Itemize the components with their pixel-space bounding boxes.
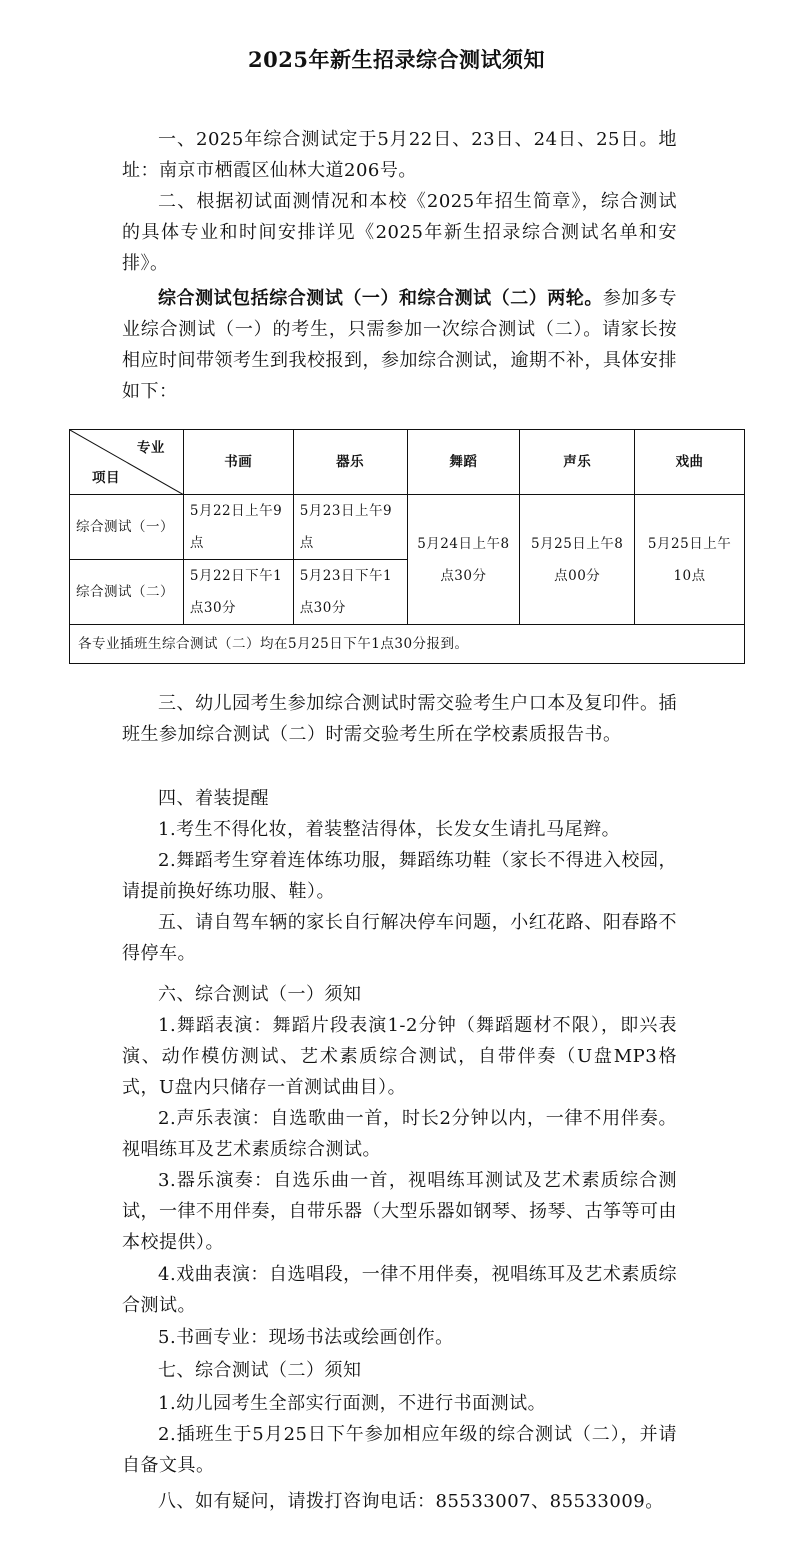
header-xiqu: 戏曲 (635, 430, 745, 495)
corner-label-major: 专业 (136, 440, 165, 456)
paragraph-calligraphy: 5.书画专业：现场书法或绘画创作。 (158, 1327, 454, 1348)
row-label-test-1: 综合测试（一） (70, 495, 184, 560)
header-wudao: 舞蹈 (407, 430, 520, 495)
header-shengyue: 声乐 (520, 430, 635, 495)
paragraph-documents: 三、幼儿园考生参加综合测试时需交验考生户口本及复印件。插班生参加综合测试（二）时需交验考生所在学校素质报告书。 (122, 693, 677, 745)
header-shuhua: 书画 (183, 430, 293, 495)
paragraph-test-rounds (122, 283, 677, 407)
paragraph-dress-2: 2.舞蹈考生穿着连体练功服，舞蹈练功鞋（家长不得进入校园，请提前换好练功服、鞋）。 (122, 850, 677, 902)
corner-label-item: 项目 (92, 470, 120, 486)
paragraph-test-rounds-rest: 参加多专业综合测试（一）的考生，只需参加一次综合测试（二）。请家长按相应时间带领考生到我校报到，参加综合测试，逾期不补，具体安排如下： (122, 288, 678, 402)
table-corner-header (70, 430, 184, 495)
paragraph-parking: 五、请自驾车辆的家长自行解决停车问题，小红花路、阳春路不得停车。 (122, 912, 677, 964)
paragraph-opera: 4.戏曲表演：自选唱段，一律不用伴奏，视唱练耳及艺术素质综合测试。 (122, 1264, 677, 1316)
paragraph-contact: 八、如有疑问，请拨打咨询电话：85533007、85533009。 (158, 1491, 664, 1512)
cell-shengyue: 5月25日上午8点00分 (520, 495, 635, 625)
header-qiyue: 器乐 (293, 430, 407, 495)
section-heading-test-1: 六、综合测试（一）须知 (158, 984, 362, 1005)
corner-diagonal (70, 430, 184, 495)
cell-shuhua-test-2: 5月22日下午1点30分 (183, 560, 293, 625)
paragraph-dance: 1.舞蹈表演：舞蹈片段表演1-2分钟（舞蹈题材不限），即兴表演、动作模仿测试、艺术素质综合测试，自带伴奏（U盘MP3格式，U盘内只储存一首测试曲目）。 (122, 1015, 677, 1098)
paragraph-vocal: 2.声乐表演：自选歌曲一首，时长2分钟以内，一律不用伴奏。视唱练耳及艺术素质综合测试。 (122, 1108, 677, 1160)
paragraph-transfer: 2.插班生于5月25日下午参加相应年级的综合测试（二），并请自备文具。 (122, 1424, 677, 1476)
section-heading-dress: 四、着装提醒 (158, 788, 269, 809)
cell-qiyue-test-1: 5月23日上午9点 (293, 495, 407, 560)
paragraph-dress-1: 1.考生不得化妆，着装整洁得体，长发女生请扎马尾辫。 (158, 819, 621, 840)
schedule-table (69, 429, 745, 664)
paragraph-test-rounds-bold: 综合测试包括综合测试（一）和综合测试（二）两轮。 (158, 288, 603, 309)
cell-shuhua-test-1: 5月22日上午9点 (183, 495, 293, 560)
cell-wudao: 5月24日上午8点30分 (407, 495, 520, 625)
section-heading-test-2: 七、综合测试（二）须知 (158, 1360, 362, 1381)
table-note: 各专业插班生综合测试（二）均在5月25日下午1点30分报到。 (70, 625, 745, 664)
paragraph-instrument: 3.器乐演奏：自选乐曲一首，视唱练耳测试及艺术素质综合测试，一律不用伴奏，自带乐器（大型乐器如钢琴、扬琴、古筝等可由本校提供）。 (122, 1170, 677, 1253)
cell-qiyue-test-2: 5月23日下午1点30分 (293, 560, 407, 625)
row-label-test-2: 综合测试（二） (70, 560, 184, 625)
paragraph-test-dates: 一、2025年综合测试定于5月22日、23日、24日、25日。地址：南京市栖霞区仙林大道206号。 (122, 129, 677, 181)
cell-xiqu: 5月25日上午10点 (635, 495, 745, 625)
paragraph-schedule-reference: 二、根据初试面测情况和本校《2025年招生简章》，综合测试的具体专业和时间安排详见《2025年新生招录综合测试名单和安排》。 (122, 191, 677, 274)
page-title: 2025年新生招录综合测试须知 (248, 47, 545, 72)
paragraph-kindergarten: 1.幼儿园考生全部实行面测，不进行书面测试。 (158, 1393, 547, 1414)
